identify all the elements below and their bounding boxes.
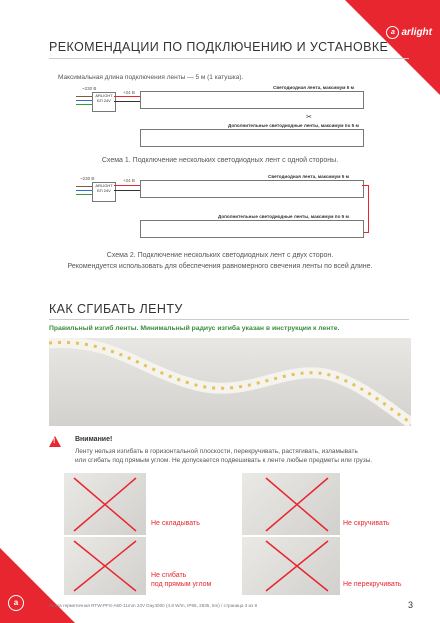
cross-icon	[64, 537, 146, 595]
no-right-angle-photo	[64, 537, 146, 595]
wire-minus-2	[114, 190, 140, 191]
wire-plus-2	[114, 185, 140, 186]
psu-model-2: БП 24V	[97, 188, 111, 193]
wire-green	[76, 104, 92, 105]
wire-blue-2	[76, 190, 92, 191]
wire-brown	[76, 96, 92, 97]
bent-strip-photo	[49, 338, 411, 426]
section-heading-connection: РЕКОМЕНДАЦИИ ПО ПОДКЛЮЧЕНИЮ И УСТАНОВКЕ	[49, 40, 389, 54]
return-wire-side	[368, 185, 369, 233]
heading-rule	[49, 58, 409, 59]
warning-title: Внимание!	[75, 436, 113, 443]
no-twist-label: Не скручивать	[343, 520, 390, 527]
no-right-angle-line2: под прямым углом	[151, 581, 212, 588]
power-supply	[92, 92, 116, 112]
cross-icon	[242, 473, 340, 535]
footer-text: Лента герметичная RTW-PFS-A60-11mm 24V Day4000 (4.8 W/m, IP66, 2835, 5m) / страница 3 из 8	[49, 603, 258, 608]
correct-bend-caption: Правильный изгиб ленты. Минимальный радиус изгиба указан в инструкции к ленте.	[49, 325, 340, 332]
scheme1-diagram	[68, 84, 373, 154]
no-right-angle-label	[151, 571, 211, 589]
extra-strip-label: Дополнительные светодиодные ленты, максимум по 5 м	[228, 123, 359, 128]
wire-green-2	[76, 194, 92, 195]
psu-brand: ARLIGHT	[95, 93, 113, 98]
extra-strip-label-2: Дополнительные светодиодные ленты, максимум по 5 м	[218, 214, 349, 219]
brand-logo: a arlight	[386, 26, 432, 39]
no-fold-photo	[64, 473, 146, 535]
page-number: 3	[407, 600, 413, 610]
strip-label: Светодиодная лента, максимум 5 м	[273, 85, 354, 90]
no-overtwist-photo	[242, 537, 340, 595]
scheme2-diagram	[68, 172, 373, 244]
led-strip-1	[140, 91, 364, 109]
psu-model: БП 24V	[97, 98, 111, 103]
led-strip-3	[140, 180, 364, 198]
output-voltage-label: +24 В	[123, 90, 135, 95]
scissors-icon: ✂	[306, 114, 312, 121]
no-right-angle-line1: Не сгибать	[151, 572, 187, 579]
psu-brand-2: ARLIGHT	[95, 183, 113, 188]
wire-plus	[114, 96, 140, 97]
led-strip-wave	[49, 338, 411, 426]
input-voltage-label-2: ~230 В	[80, 176, 95, 181]
warning-line-2: или сгибать под прямым углом. Не допускается подвешивать к ленте любые предметы или грузы.	[75, 457, 373, 464]
led-strip-2	[140, 129, 364, 147]
input-voltage-label: ~230 В	[82, 86, 97, 91]
wire-minus	[114, 101, 140, 102]
scheme2-note: Рекомендуется использовать для обеспечения равномерного свечения ленты по всей длине.	[67, 263, 373, 270]
heading-rule-2	[49, 319, 409, 320]
no-fold-label: Не складывать	[151, 520, 200, 527]
power-supply-2	[92, 182, 116, 202]
wire-brown-2	[76, 186, 92, 187]
section-heading-bending: КАК СГИБАТЬ ЛЕНТУ	[49, 302, 183, 316]
strip-label-2: Светодиодная лента, максимум 5 м	[268, 174, 349, 179]
led-strip-4	[140, 220, 364, 238]
warning-line-1: Ленту нельзя изгибать в горизонтальной плоскости, перекручивать, растягивать, изламывать	[75, 448, 358, 455]
max-length-note: Максимальная длина подключения ленты — 5 м (1 катушка).	[58, 74, 244, 81]
output-voltage-label-2: +24 В	[123, 178, 135, 183]
arlight-icon: a	[386, 26, 399, 39]
arlight-icon: a	[8, 595, 24, 611]
wire-blue	[76, 100, 92, 101]
warning-mark: !	[53, 438, 56, 445]
no-twist-photo	[242, 473, 340, 535]
cross-icon	[64, 473, 146, 535]
scheme1-caption: Схема 1. Подключение нескольких светодиодных лент с одной стороны.	[101, 157, 339, 164]
footer-corner	[0, 548, 75, 623]
scheme2-caption: Схема 2. Подключение нескольких светодиодных лент с двух сторон.	[106, 252, 334, 259]
no-overtwist-label: Не перекручивать	[343, 581, 402, 588]
cross-icon	[242, 537, 340, 595]
